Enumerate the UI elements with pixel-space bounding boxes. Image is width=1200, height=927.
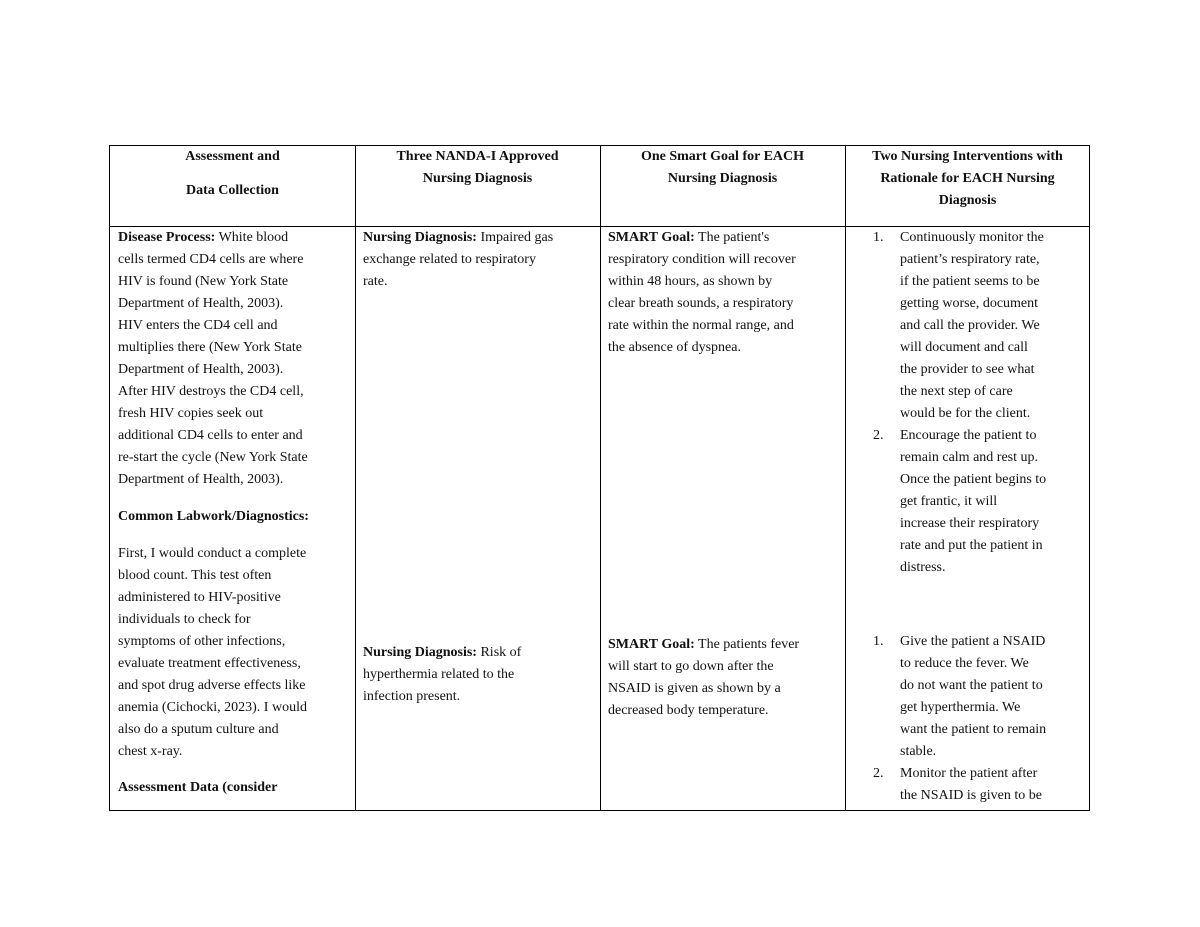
text-line: anemia (Cichocki, 2023). I would (118, 700, 307, 715)
list-number: 2. (873, 428, 884, 443)
text-line: evaluate treatment effectiveness, (118, 656, 301, 671)
header-text: Diagnosis (938, 193, 997, 208)
diagnosis-2 (355, 642, 600, 708)
text-line: distress. (900, 560, 946, 575)
disease-process-paragraph (118, 227, 347, 491)
goal-label: SMART Goal: (608, 230, 695, 245)
text-line: symptoms of other infections, (118, 634, 286, 649)
text-line: Give the patient a NSAID (900, 634, 1046, 649)
header-text: Nursing Diagnosis (422, 171, 533, 186)
header-text: Two Nursing Interventions with (872, 149, 1063, 164)
interventions-2 (845, 631, 1090, 807)
header-assessment (110, 146, 355, 226)
text-line: administered to HIV-positive (118, 590, 281, 605)
disease-process-label: Disease Process: (118, 230, 216, 245)
list-item (845, 227, 1086, 425)
header-diagnosis (355, 146, 600, 226)
text-line: if the patient seems to be (900, 274, 1040, 289)
text-line: Department of Health, 2003). (118, 296, 284, 311)
smart-goal-2 (600, 634, 845, 722)
labwork-heading (118, 506, 347, 528)
list-item (845, 425, 1086, 579)
list-item (845, 763, 1086, 807)
text-line: do not want the patient to (900, 678, 1043, 693)
text-line: HIV is found (New York State (118, 274, 289, 289)
text-line: individuals to check for (118, 612, 251, 627)
text-line: hyperthermia related to the (363, 667, 515, 682)
text-line: rate and put the patient in (900, 538, 1043, 553)
text-line: blood count. This test often (118, 568, 272, 583)
smart-goal-1 (600, 227, 845, 359)
text-line: infection present. (363, 689, 461, 704)
list-number: 2. (873, 766, 884, 781)
text-line: stable. (900, 744, 937, 759)
text-line: NSAID is given as shown by a (608, 681, 781, 696)
text-line: fresh HIV copies seek out (118, 406, 264, 421)
text-line: will document and call (900, 340, 1028, 355)
text-line: the NSAID is given to be (900, 788, 1042, 803)
text-line: Continuously monitor the (900, 230, 1044, 245)
text-line: Risk of (476, 645, 522, 660)
goal-paragraph (608, 227, 837, 359)
text-line: White blood (215, 230, 289, 245)
text-line: exchange related to respiratory (363, 252, 536, 267)
header-interventions (845, 146, 1090, 226)
header-text: Data Collection (186, 183, 279, 198)
labwork-paragraph (118, 543, 347, 763)
text-line: would be for the client. (900, 406, 1031, 421)
text-line: remain calm and rest up. (900, 450, 1039, 465)
text-line: respiratory condition will recover (608, 252, 796, 267)
text-line: rate within the normal range, and (608, 318, 794, 333)
text-line: and call the provider. We (900, 318, 1040, 333)
text-line: the absence of dyspnea. (608, 340, 741, 355)
header-text: One Smart Goal for EACH (640, 149, 805, 164)
text-line: rate. (363, 274, 388, 289)
text-line: additional CD4 cells to enter and (118, 428, 303, 443)
text-line: cells termed CD4 cells are where (118, 252, 304, 267)
text-line: decreased body temperature. (608, 703, 769, 718)
text-line: First, I would conduct a complete (118, 546, 307, 561)
text-line: also do a sputum culture and (118, 722, 279, 737)
diagnosis-paragraph (363, 642, 592, 708)
text-line: Department of Health, 2003). (118, 472, 284, 487)
intervention-list (845, 631, 1086, 807)
text-line: Department of Health, 2003). (118, 362, 284, 377)
assessment-cell (110, 227, 355, 799)
interventions-1 (845, 227, 1090, 579)
header-text: Nursing Diagnosis (667, 171, 778, 186)
text-line: want the patient to remain (900, 722, 1047, 737)
header-text: Assessment and (185, 149, 280, 164)
care-plan-table (109, 145, 1090, 811)
text-line: The patients fever (694, 637, 800, 652)
text-line: get hyperthermia. We (900, 700, 1021, 715)
assessment-data-label: Assessment Data (consider (118, 780, 278, 795)
text-line: Monitor the patient after (900, 766, 1038, 781)
text-line: will start to go down after the (608, 659, 774, 674)
labwork-label: Common Labwork/Diagnostics: (118, 509, 309, 524)
header-smart-goal (600, 146, 845, 226)
text-line: Impaired gas (476, 230, 554, 245)
text-line: patient’s respiratory rate, (900, 252, 1040, 267)
list-number: 1. (873, 230, 884, 245)
intervention-list (845, 227, 1086, 579)
diagnosis-label: Nursing Diagnosis: (363, 230, 477, 245)
text-line: within 48 hours, as shown by (608, 274, 773, 289)
list-item (845, 631, 1086, 763)
text-line: clear breath sounds, a respiratory (608, 296, 794, 311)
header-text: Three NANDA-I Approved (396, 149, 559, 164)
text-line: increase their respiratory (900, 516, 1040, 531)
text-line: and spot drug adverse effects like (118, 678, 306, 693)
diagnosis-1 (355, 227, 600, 293)
text-line: the next step of care (900, 384, 1013, 399)
assessment-data-heading (118, 777, 347, 799)
text-line: After HIV destroys the CD4 cell, (118, 384, 304, 399)
header-text: Rationale for EACH Nursing (880, 171, 1055, 186)
text-line: The patient's (694, 230, 770, 245)
text-line: getting worse, document (900, 296, 1039, 311)
text-line: get frantic, it will (900, 494, 998, 509)
text-line: HIV enters the CD4 cell and (118, 318, 278, 333)
goal-label: SMART Goal: (608, 637, 695, 652)
text-line: multiplies there (New York State (118, 340, 302, 355)
text-line: chest x-ray. (118, 744, 183, 759)
text-line: to reduce the fever. We (900, 656, 1029, 671)
text-line: Encourage the patient to (900, 428, 1037, 443)
text-line: Once the patient begins to (900, 472, 1047, 487)
diagnosis-paragraph (363, 227, 592, 293)
text-line: re-start the cycle (New York State (118, 450, 308, 465)
diagnosis-label: Nursing Diagnosis: (363, 645, 477, 660)
list-number: 1. (873, 634, 884, 649)
text-line: the provider to see what (900, 362, 1035, 377)
goal-paragraph (608, 634, 837, 722)
